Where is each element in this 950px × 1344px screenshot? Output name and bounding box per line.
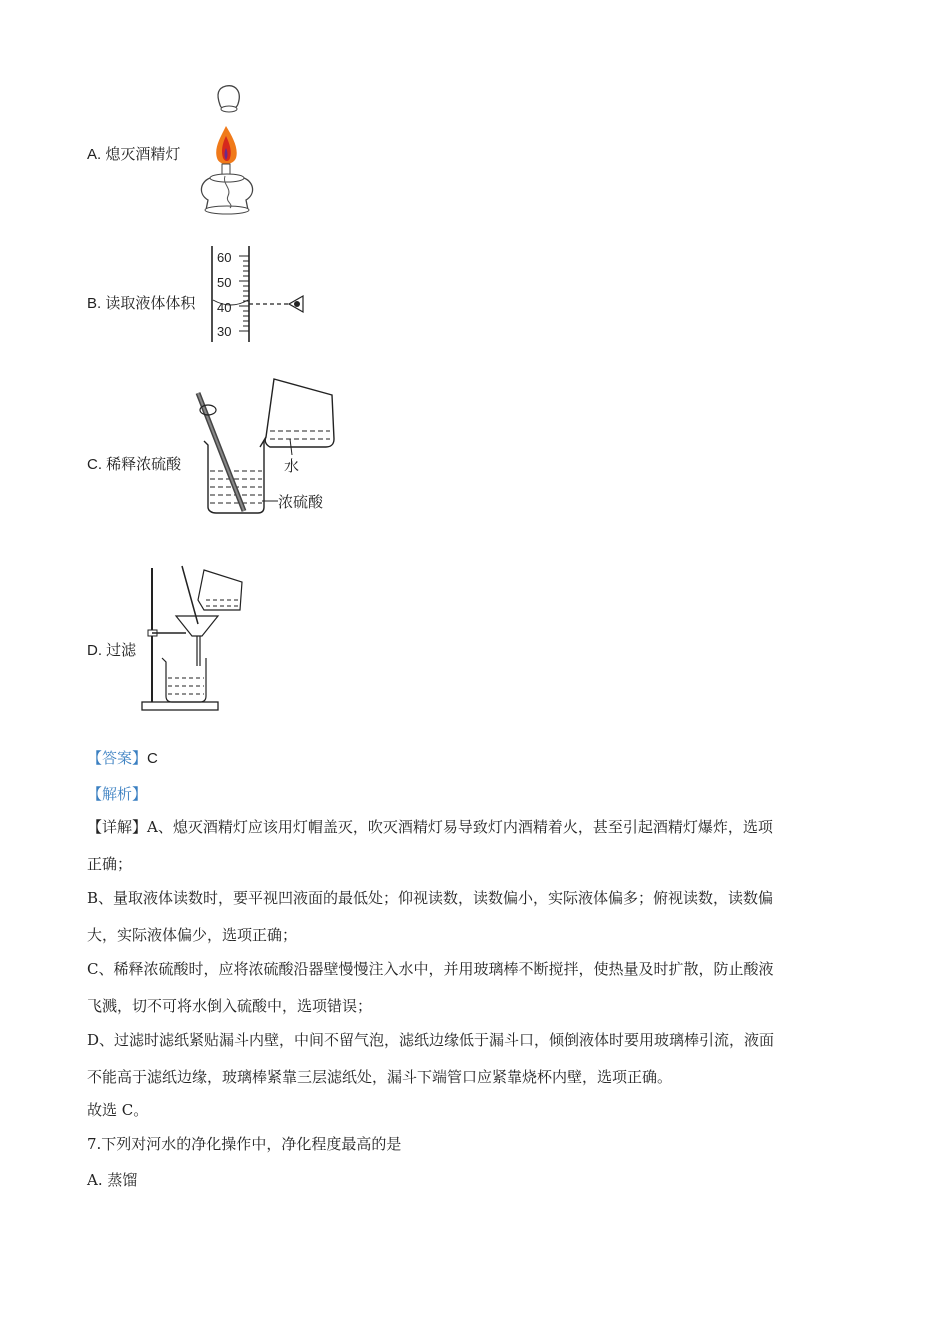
detail-tag: 【详解】 [87,818,148,836]
alcohol-lamp-figure [192,78,262,218]
analysis-tag: 【解析】 [87,785,148,803]
water-label: 水 [284,458,300,475]
cylinder-tick-label: 50 [217,275,232,290]
detail-line-d1: D、过滤时滤纸紧贴漏斗内壁，中间不留气泡，滤纸边缘低于漏斗口，倾倒液体时要用玻璃棒引流，液面 [87,1031,775,1049]
detail-line-a1 [87,819,773,835]
detail-line-c2: 飞溅，切不可将水倒入硫酸中，选项错误； [87,997,373,1015]
option-c-label: C. 稀释浓硫酸 [87,456,182,473]
detail-text: A、熄灭酒精灯应该用灯帽盖灭，吹灭酒精灯易导致灯内酒精着火，甚至引起酒精灯爆炸，选项 [147,818,773,836]
option-b-label: B. 读取液体体积 [87,295,196,312]
question-7-stem: 7.下列对河水的净化操作中，净化程度最高的是 [87,1135,402,1153]
answer-value: C [147,750,158,767]
detail-line-b2: 大，实际液体偏少，选项正确； [87,926,298,944]
acid-label: 浓硫酸 [278,494,324,511]
detail-line-d2: 不能高于滤纸边缘，玻璃棒紧靠三层滤纸处，漏斗下端管口应紧靠烧杯内壁，选项正确。 [87,1068,673,1086]
conclusion-line: 故选 C。 [87,1101,149,1119]
option-a-label: A. 熄灭酒精灯 [87,146,181,163]
answer-line [87,750,158,767]
cylinder-tick-label: 30 [217,324,232,339]
option-d-label: D. 过滤 [87,642,137,659]
detail-line-b1: B、量取液体读数时，要平视凹液面的最低处；仰视读数，读数偏小，实际液体偏多；俯视读数，读数偏 [87,889,774,907]
answer-tag: 【答案】 [87,749,148,767]
cylinder-tick-label: 60 [217,250,232,265]
filtration-figure [138,562,250,714]
detail-line-a2: 正确； [87,855,133,873]
cylinder-tick-label: 40 [217,300,232,315]
detail-line-c1: C、稀释浓硫酸时，应将浓硫酸沿器壁慢慢注入水中，并用玻璃棒不断搅拌，使热量及时扩散，防止酸液 [87,960,774,978]
question-7-option-a: A. 蒸馏 [87,1171,138,1189]
graduated-cylinder-figure [205,240,315,350]
dilute-acid-figure [186,373,346,518]
